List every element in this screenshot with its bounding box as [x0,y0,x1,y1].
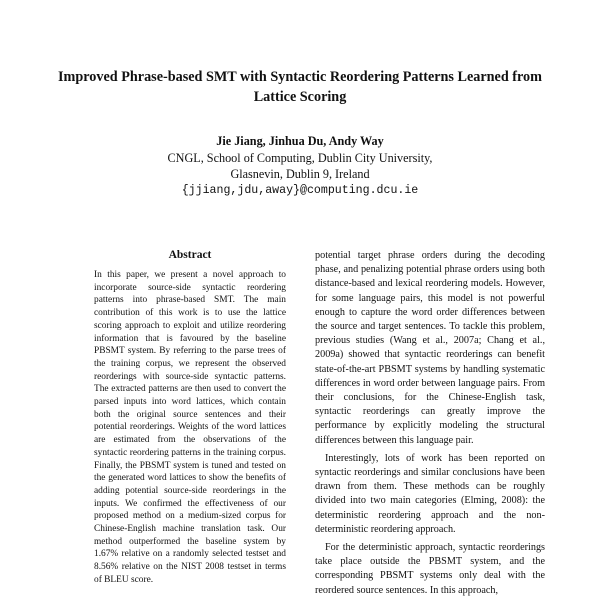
body-paragraph-1: potential target phrase orders during the decoding phase, and penalizing potential phrase orders using both distance-based and lexical reordering models. However, for some language pairs, this model is not powerful enough to capture the word order differences between the source and target sentences. To tackle this problem, previous studies (Wang et al., 2007a; Chang et al., 2009a) showed that syntactic reorderings can benefit state-of-the-art PBSMT systems by handling systematic differences in word order between language pairs. From their conclusions, for the Chinese-English task, syntactic reorderings can greatly improve the performance by explicitly modeling the structural differences between this language pair. [315,250,545,446]
body-paragraph-2: Interestingly, lots of work has been reported on syntactic reorderings and similar conclusions have been drawn from them. These methods can be roughly divided into two main categories (Elming, 2008): the deterministic reordering approach and the non-deterministic reordering approach. [315,452,545,535]
affiliation-line-1: CNGL, School of Computing, Dublin City University, [167,150,433,165]
abstract-text: In this paper, we present a novel approach to incorporate source-side syntactic reordering patterns into phrase-based SMT. The main contribution of this work is to use the lattice scoring approach to exploit and utilize reordering information that is favoured by the baseline PBSMT system. By referring to the parse trees of the training corpus, we represent the observed reorderings with source-side syntactic patterns. The extracted patterns are then used to convert the parsed inputs into word lattices, which contain both the original source sentences and their potential reorderings. Weights of the word lattices are estimated from the observations of the syntactic reordering patterns in the training corpus. Finally, the PBSMT system is tuned and tested on the generated word lattices to show the benefits of adding potential source-side reorderings in the inputs. We confirmed the effectiveness of our proposed method on a medium-sized corpus for Chinese-English machine translation task. Our method outperformed the baseline system by 1.67% relative on a randomly selected testset and 8.56% relative on the NIST 2008 testset in terms of BLEU score. [94,270,286,585]
author-block [40,133,560,199]
affiliation-line-2: Glasnevin, Dublin 9, Ireland [230,167,370,181]
body-right-column [315,249,545,602]
body-paragraph-3: For the deterministic approach, syntactic reorderings take place outside the PBSMT system, and the corresponding PBSMT systems only deal with the reordered source sentences. In this approach, [315,542,545,596]
author-email: {jjiang,jdu,away}@computing.dcu.ie [181,183,419,197]
abstract-heading: Abstract [168,249,212,261]
author-names: Jie Jiang, Jinhua Du, Andy Way [216,134,384,148]
paper-title: Improved Phrase-based SMT with Syntactic Reordering Patterns Learned from Lattice Scoring [58,69,542,105]
